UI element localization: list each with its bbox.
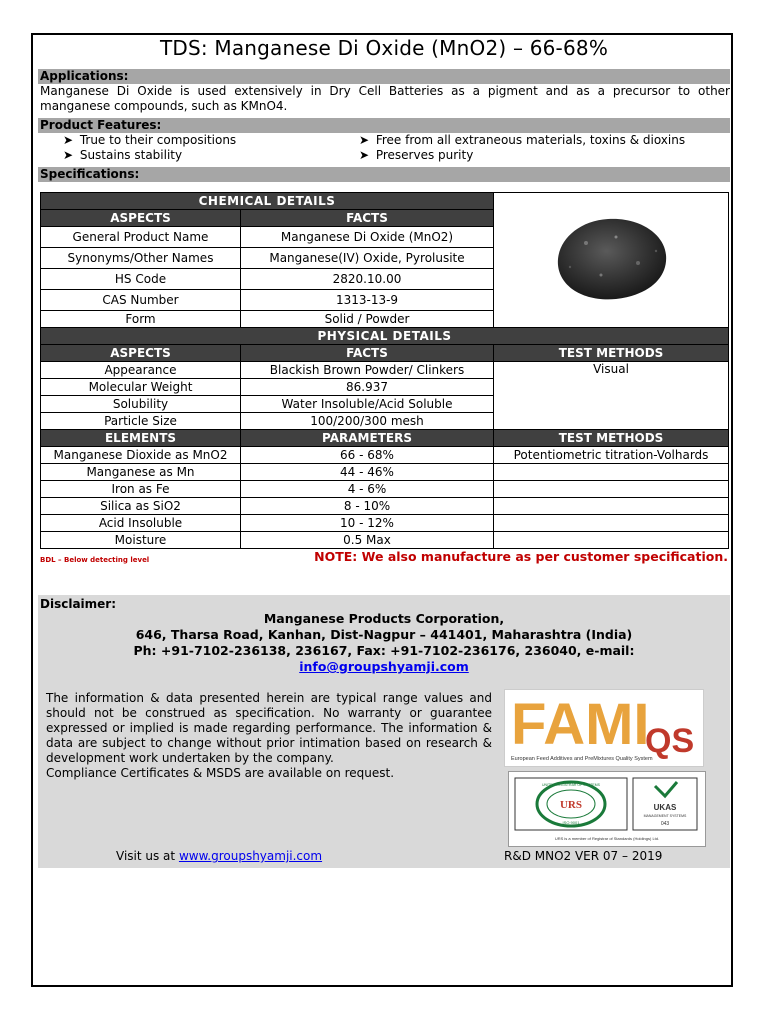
urs-iso-text: ISO 9001	[562, 820, 580, 825]
feature-item: ➤ Preserves purity	[356, 148, 473, 163]
certification-logos	[508, 771, 706, 847]
features-list	[0, 133, 768, 165]
ukas-crown-icon	[655, 782, 677, 796]
table-row: Appearance Blackish Brown Powder/ Clinkers Visual	[41, 362, 729, 379]
arrow-bullet-icon: ➤	[62, 133, 74, 147]
applications-heading: Applications:	[38, 69, 730, 84]
table-row: Form Solid / Powder	[41, 311, 729, 328]
disclaimer-section	[38, 595, 730, 868]
table-row: CAS Number 1313-13-9	[41, 290, 729, 311]
physical-details-header: PHYSICAL DETAILS	[41, 328, 729, 345]
ukas-sub-text: MANAGEMENT SYSTEMS	[643, 814, 687, 818]
company-address: 646, Tharsa Road, Kanhan, Dist-Nagpur – 441401, Maharashtra (India)	[135, 627, 633, 642]
disclaimer-text: The information & data presented herein are typical range values and should not be construed as specification. No warranty or guarantee expressed or implied is made regarding performance. The information & data are subject to change without prior intimation based on research & development work undertaken by the company. Compliance Certificates & MSDS are available on request.	[46, 691, 492, 780]
powder-pile-icon	[546, 203, 676, 313]
table-row: Solubility Water Insoluble/Acid Soluble	[41, 396, 729, 413]
famiqs-logo	[504, 689, 704, 767]
company-name: Manganese Products Corporation,	[263, 611, 505, 626]
feature-item: ➤ True to their compositions	[60, 133, 236, 148]
table-row: Silica as SiO2 8 - 10%	[41, 498, 729, 515]
table-row: General Product Name Manganese Di Oxide (MnO2)	[41, 227, 729, 248]
col-aspects: ASPECTS	[41, 210, 241, 227]
cert-caption: URS is a member of Registrar of Standards (Holdings) Ltd.	[554, 836, 660, 841]
table-row: HS Code 2820.10.00	[41, 269, 729, 290]
version-label: R&D MNO2 VER 07 – 2019	[504, 849, 663, 863]
feature-item: ➤ Free from all extraneous materials, toxins & dioxins	[356, 133, 685, 148]
ukas-number: 043	[660, 821, 670, 827]
table-row: Molecular Weight 86.937	[41, 379, 729, 396]
table-row: Manganese as Mn 44 - 46%	[41, 464, 729, 481]
product-features-heading: Product Features:	[38, 118, 730, 133]
fami-logo-text: FAMI	[511, 692, 650, 757]
table-row: Acid Insoluble 10 - 12%	[41, 515, 729, 532]
col-parameters: PARAMETERS	[241, 430, 494, 447]
table-row: Moisture 0.5 Max	[41, 532, 729, 549]
mno2-powder-image	[494, 193, 729, 328]
arrow-bullet-icon: ➤	[62, 148, 74, 162]
visit-us: Visit us at www.groupshyamji.com	[116, 849, 323, 863]
table-row: Manganese Dioxide as MnO2 66 - 68% Potentiometric titration-Volhards	[41, 447, 729, 464]
arrow-bullet-icon: ➤	[358, 148, 370, 162]
bdl-note: BDL – Below detecting level	[40, 556, 150, 564]
urs-ring-text: UNITED REGISTRAR OF SYSTEMS	[542, 783, 600, 787]
ukas-logo-text: UKAS	[653, 803, 677, 812]
qs-logo-text: QS	[645, 722, 695, 760]
col-test-methods: TEST METHODS	[494, 345, 729, 362]
col-facts: FACTS	[241, 210, 494, 227]
table-row: Synonyms/Other Names Manganese(IV) Oxide, Pyrolusite	[41, 248, 729, 269]
physical-header-row	[41, 328, 729, 345]
disclaimer-heading: Disclaimer:	[40, 597, 117, 611]
document-title: TDS: Manganese Di Oxide (MnO2) – 66-68%	[159, 36, 609, 60]
email-link[interactable]: info@groupshyamji.com	[299, 659, 469, 674]
table-row: Iron as Fe 4 - 6%	[41, 481, 729, 498]
arrow-bullet-icon: ➤	[358, 133, 370, 147]
applications-text: Manganese Di Oxide is used extensively in Dry Cell Batteries as a pigment and as a precursor to other manganese compounds, such as KMnO4.	[40, 84, 730, 113]
fami-logo-caption: European Feed Additives and PreMixtures Quality System	[511, 756, 653, 762]
chemical-header-row	[41, 193, 729, 210]
chemical-details-header: CHEMICAL DETAILS	[41, 193, 494, 210]
col-elements: ELEMENTS	[41, 430, 241, 447]
specifications-heading: Specifications:	[38, 167, 730, 182]
specifications-table: CHEMICAL DETAILS ASPECTS FACTS General Product Name Manganese Di Oxide (MnO2) Synonyms/Other Names Manganese(IV) Oxide, Pyrolusite HS Code 2820.10.00 CAS Number 1313-13-9 Form Solid / Powder PHYSICAL DETAILS ASPECTS FACTS TEST METHODS Appearance Blackish Brown Powder/ Clinkers Visual Molecular Weight 86.937 Solubility Water Insoluble/Acid Soluble Particle Size 100/200/300 mesh ELEMENTS PARAMETERS TEST METHODS Manganese Dioxide as MnO2 66 - 68% Potentiometric titration-Volhards Manganese as Mn 44 - 46% Iron as Fe 4 - 6% Silica as SiO2 8 - 10% Acid Insoluble 10 - 12% Moisture 0.5 Max	[40, 192, 729, 549]
manufacture-note: NOTE: We also manufacture as per customer specification.	[314, 549, 728, 564]
table-row: Particle Size 100/200/300 mesh	[41, 413, 729, 430]
company-phone: Ph: +91-7102-236138, 236167, Fax: +91-7102-236176, 236040, e-mail:	[133, 643, 635, 658]
website-link[interactable]: www.groupshyamji.com	[178, 849, 323, 863]
urs-logo-text: URS	[559, 799, 583, 811]
feature-item: ➤ Sustains stability	[60, 148, 182, 163]
